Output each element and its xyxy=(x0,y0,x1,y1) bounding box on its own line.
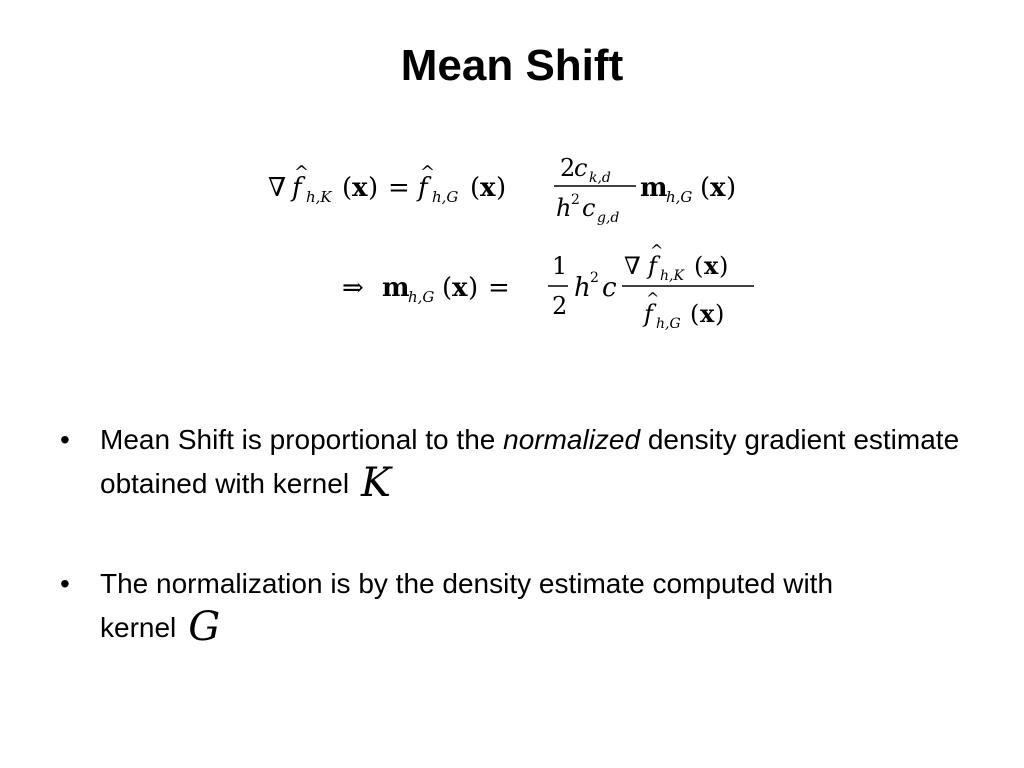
svg-text:(: ( xyxy=(690,300,700,328)
svg-text:2: 2 xyxy=(552,292,568,320)
svg-text:∇: ∇ xyxy=(624,252,641,280)
bullet-text-continued: density gradient estimate obtained with kernel xyxy=(100,424,960,499)
svg-text:∇: ∇ xyxy=(268,173,287,203)
svg-text:=: = xyxy=(388,173,410,203)
svg-text:c: c xyxy=(602,273,617,303)
svg-text:^: ^ xyxy=(294,162,310,183)
svg-text:): ) xyxy=(368,173,379,203)
svg-text:=: = xyxy=(488,273,510,303)
svg-text:(: ( xyxy=(442,273,453,303)
svg-text:x: x xyxy=(452,273,468,303)
bullet-text: Mean Shift is proportional to the xyxy=(100,424,504,455)
svg-text:g,d: g,d xyxy=(597,210,620,226)
kernel-symbol: G xyxy=(188,604,221,650)
svg-text:h,K: h,K xyxy=(660,268,684,284)
svg-text:(: ( xyxy=(342,173,353,203)
bullet-marker: • xyxy=(60,568,70,599)
svg-text:): ) xyxy=(719,252,729,280)
svg-text:1: 1 xyxy=(552,252,568,280)
bullet-item xyxy=(60,420,960,504)
svg-text:^: ^ xyxy=(646,289,660,308)
svg-text:): ) xyxy=(496,173,507,203)
svg-text:2: 2 xyxy=(560,154,576,182)
svg-text:): ) xyxy=(726,173,737,203)
svg-text:h,G: h,G xyxy=(666,188,693,206)
svg-text:x: x xyxy=(480,173,496,203)
svg-text:x: x xyxy=(710,173,726,203)
svg-text:h,G: h,G xyxy=(432,188,459,206)
svg-text:h,K: h,K xyxy=(306,188,332,206)
svg-text:f: f xyxy=(648,252,657,280)
slide-title: Mean Shift xyxy=(400,41,624,90)
bullet-marker: • xyxy=(60,424,70,455)
equation-line-2 xyxy=(342,241,754,332)
equation-line-1 xyxy=(268,154,736,226)
svg-text:f: f xyxy=(292,173,302,203)
svg-text:(: ( xyxy=(700,173,711,203)
svg-text:f: f xyxy=(418,173,428,203)
svg-text:x: x xyxy=(352,173,368,203)
svg-text:⇒: ⇒ xyxy=(342,273,364,303)
svg-text:): ) xyxy=(715,300,725,328)
svg-text:h: h xyxy=(574,273,591,303)
svg-text:x: x xyxy=(700,299,715,328)
bullet-emphasis: normalized xyxy=(503,424,641,455)
svg-text:c: c xyxy=(582,194,596,222)
bullet-text: The normalization is by the density estimate computed with kernel xyxy=(100,568,834,643)
svg-text:m: m xyxy=(640,173,668,203)
svg-text:k,d: k,d xyxy=(589,170,611,186)
svg-text:f: f xyxy=(644,300,653,328)
kernel-symbol: K xyxy=(361,460,391,506)
svg-text:m: m xyxy=(382,273,410,303)
svg-text:2: 2 xyxy=(590,270,599,286)
svg-text:x: x xyxy=(704,251,719,280)
svg-text:(: ( xyxy=(470,173,481,203)
svg-text:^: ^ xyxy=(420,162,436,183)
svg-text:^: ^ xyxy=(650,241,664,260)
svg-text:c: c xyxy=(574,154,588,182)
svg-text:h,G: h,G xyxy=(656,316,681,332)
bullet-item xyxy=(60,564,960,648)
svg-text:h: h xyxy=(556,194,572,222)
svg-text:2: 2 xyxy=(571,192,580,208)
bullet-list xyxy=(60,420,960,708)
svg-text:(: ( xyxy=(694,252,704,280)
svg-text:): ) xyxy=(468,273,479,303)
svg-text:h,G: h,G xyxy=(408,288,435,306)
